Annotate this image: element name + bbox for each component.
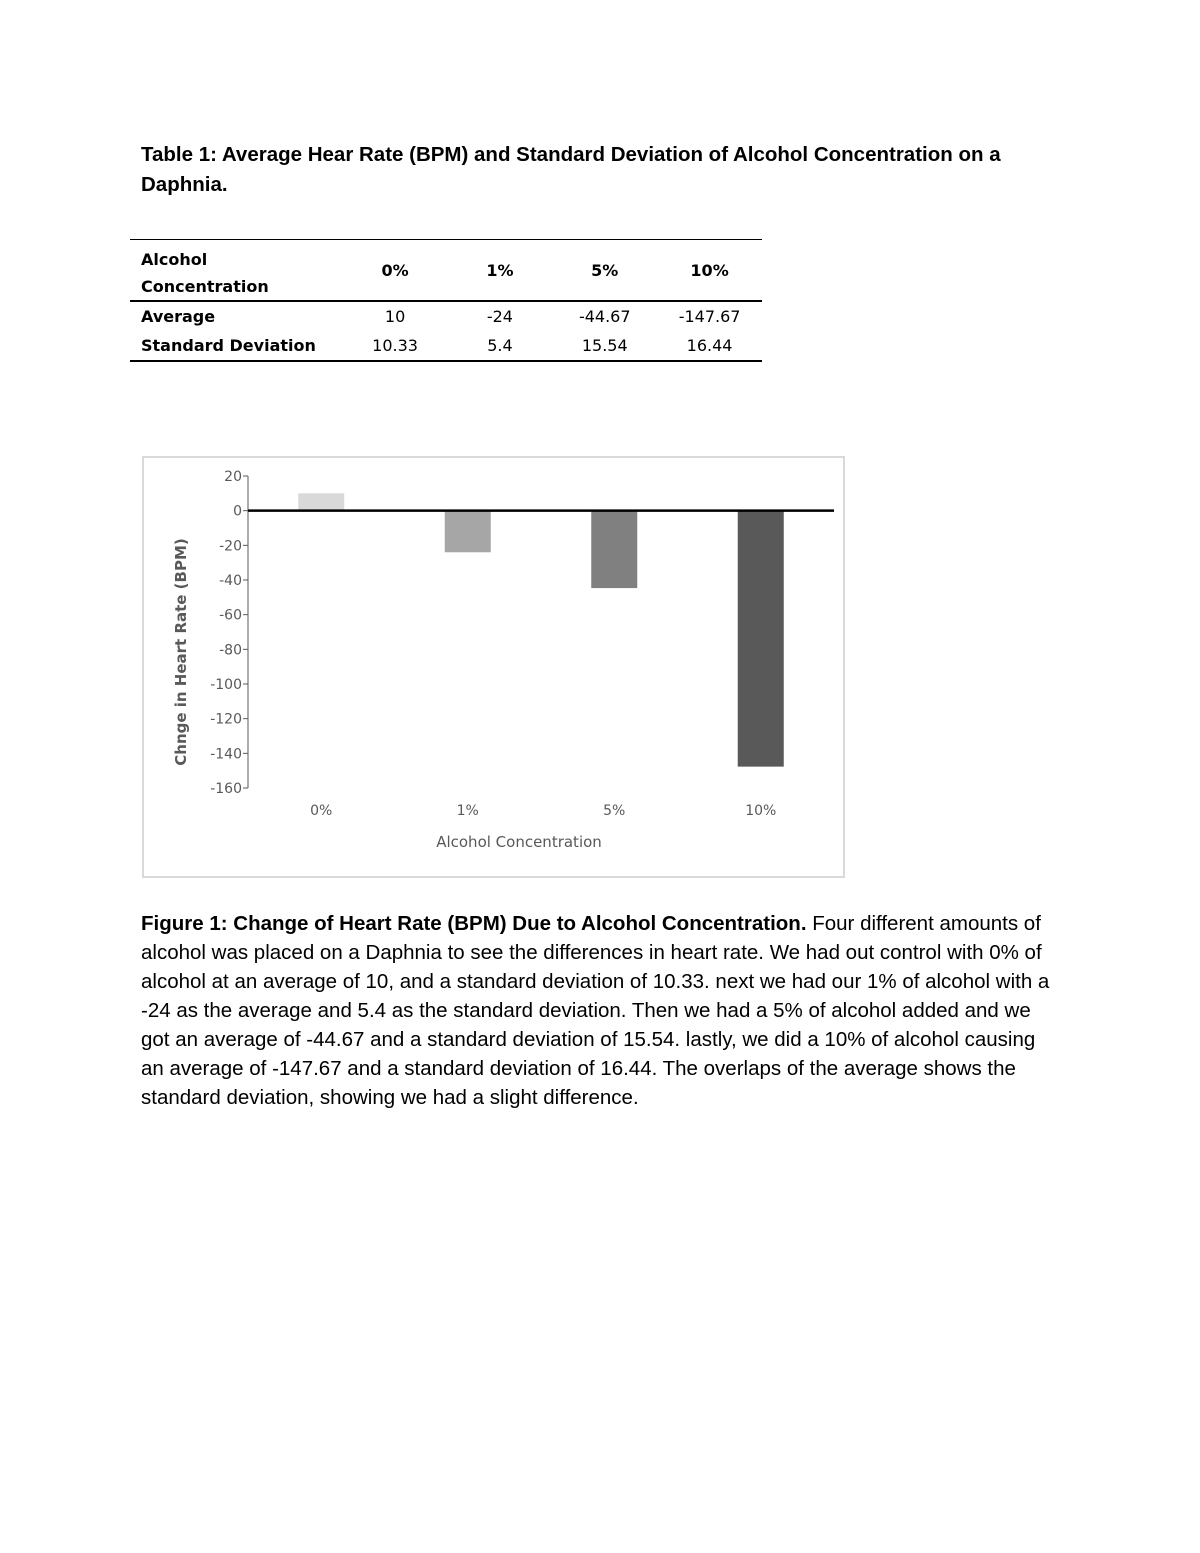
column-header: 1% (448, 240, 553, 302)
x-tick-label: 0% (310, 803, 333, 819)
y-axis-ticks (210, 469, 248, 797)
y-tick-label: -20 (219, 538, 242, 555)
figure-caption (141, 909, 1061, 1112)
y-tick-label: -120 (210, 711, 242, 728)
chart-frame (142, 456, 845, 878)
table-header-row (130, 240, 762, 302)
column-header: 5% (552, 240, 657, 302)
bar-5% (591, 511, 637, 588)
bars (298, 493, 784, 766)
x-tick-label: 10% (745, 803, 777, 819)
bar-10% (738, 511, 784, 767)
header-label-line1: Alcohol (141, 250, 208, 269)
table-cell: -24 (486, 307, 513, 326)
figure-caption-title: Figure 1: Change of Heart Rate (BPM) Due to Alcohol Concentration. (141, 912, 807, 935)
x-axis-title: Alcohol Concentration (436, 833, 602, 851)
y-axis-title: Chnge in Heart Rate (BPM) (172, 538, 190, 766)
table-row (130, 331, 762, 361)
y-tick-label: -60 (219, 607, 242, 624)
y-tick-label: 20 (224, 469, 242, 485)
table-cell: 16.44 (657, 331, 762, 361)
y-tick-label: 0 (233, 503, 242, 520)
figure-caption-text: Four different amounts of alcohol was placed on a Daphnia to see the differences in heart rate. We had out control with 0% of alcohol at an average of 10, and a standard deviation of 10.33. next we had our 1% of alcohol with a -24 as the average and 5.4 as the standard deviation. Then we had a 5% of alcohol added and we got an average of -44.67 and a standard deviation of 15.54. lastly, we did a 10% of alcohol causing an average of -147.67 and a standard deviation of 16.44. The overlaps of the average shows the standard deviation, showing we had a slight difference. (141, 912, 1050, 1109)
y-tick-label: -160 (210, 781, 242, 797)
table-cell: 10.33 (343, 331, 448, 361)
header-label-line2: Concentration (141, 277, 269, 296)
table-cell: 10 (384, 307, 406, 326)
table-cell: -147.67 (678, 307, 741, 326)
y-tick-label: -40 (219, 573, 242, 589)
bar-chart (144, 458, 847, 880)
row-label: Average (141, 307, 216, 326)
column-header: 0% (343, 240, 448, 302)
table-header-label (130, 240, 343, 302)
row-label: Standard Deviation (130, 331, 343, 361)
x-tick-label: 1% (456, 803, 479, 819)
results-table (130, 239, 762, 362)
x-axis-labels (310, 803, 776, 819)
bar-1% (445, 511, 491, 553)
y-tick-label: -100 (210, 677, 242, 693)
table-cell: 15.54 (552, 331, 657, 361)
table-cell: 5.4 (448, 331, 553, 361)
table-row (130, 301, 762, 331)
table-caption: Table 1: Average Hear Rate (BPM) and Standard Deviation of Alcohol Concentration on a Daphnia. (141, 143, 1001, 196)
column-header: 10% (657, 240, 762, 302)
y-tick-label: -140 (210, 746, 242, 763)
x-tick-label: 5% (603, 803, 626, 819)
y-tick-label: -80 (219, 642, 242, 659)
bar-0% (298, 493, 344, 510)
table-cell: -44.67 (578, 307, 631, 326)
